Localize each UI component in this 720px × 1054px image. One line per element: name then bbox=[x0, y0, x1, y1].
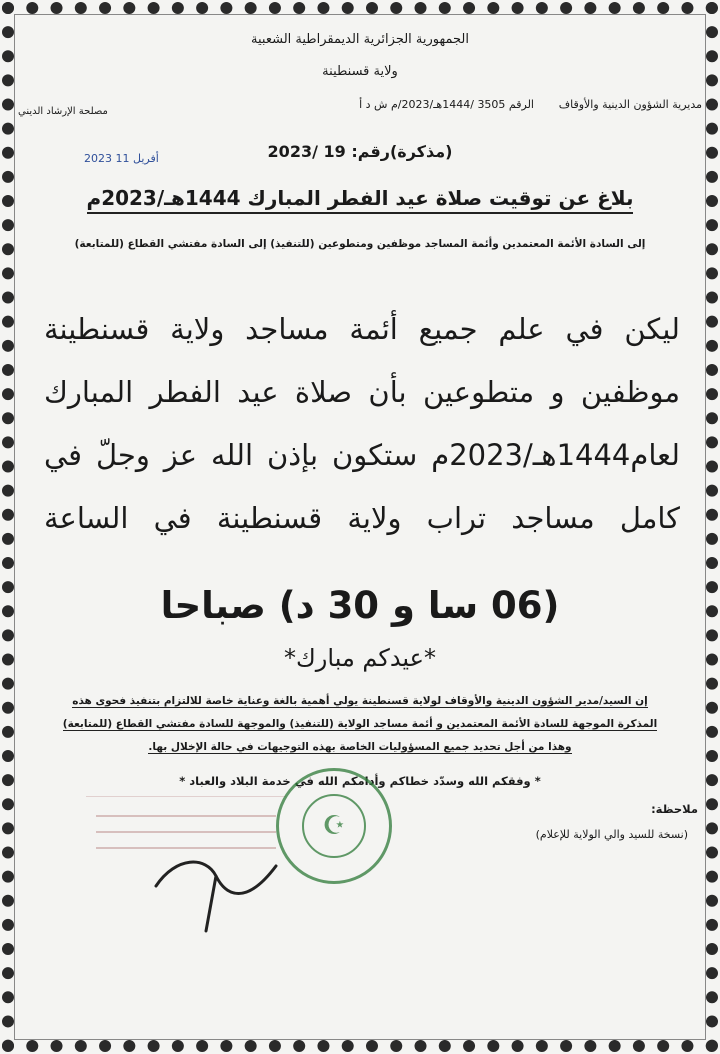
eid-greeting: *عيدكم مبارك* bbox=[284, 644, 436, 672]
document-content bbox=[18, 26, 702, 1028]
addressees: إلى السادة الأئمة المعتمدين وأئمة المساجد موظفين ومتطوعين (للتنفيذ) إلى السادة مفتشي القطاع (للمتابعة) bbox=[74, 238, 646, 250]
signature bbox=[146, 846, 286, 936]
note-copy: (نسخة للسيد والي الولاية للإعلام) bbox=[535, 828, 688, 841]
memo-number: (مذكرة)رقم: 19 /2023 bbox=[267, 142, 453, 161]
note-label: ملاحظة: bbox=[651, 802, 698, 816]
stamp-line bbox=[96, 831, 276, 833]
instructions bbox=[26, 690, 694, 759]
wilaya-header: ولاية قسنطينة bbox=[322, 64, 398, 79]
date-stamp: 2023 أفريل 11 bbox=[84, 152, 159, 165]
official-seal bbox=[276, 768, 392, 884]
seal-crescent-icon: ☪ bbox=[302, 794, 366, 858]
republic-header: الجمهورية الجزائرية الديمقراطية الشعبية bbox=[251, 32, 469, 47]
memo-headline bbox=[26, 186, 694, 210]
stamp-line bbox=[96, 815, 276, 817]
instruction-line: وهذا من أجل تحديد جميع المسؤوليات الخاصة بهذه التوجيهات في حالة الإخلال بها. bbox=[148, 741, 572, 753]
body-text: ليكن في علم جميع أئمة مساجد ولاية قسنطينة موظفين و متطوعين بأن صلاة عيد الفطر المبارك لعام1444هـ/2023م ستكون بإذن الله عز وجلّ في كامل مساجد تراب ولاية قسنطينة في الساعة bbox=[44, 312, 680, 535]
instruction-line: إن السيد/مدير الشؤون الدينية والأوقاف لولاية قسنطينة يولي أهمية بالغة وعناية خاصة للالتزام بتنفيذ فحوى هذه bbox=[72, 695, 648, 707]
prayer-time: (06 سا و 30 د) صباحا bbox=[160, 584, 560, 627]
headline-text: بلاغ عن توقيت صلاة عيد الفطر المبارك 1444هـ/2023م bbox=[87, 186, 634, 214]
reference-number: الرقم 3505 /1444هـ/2023/م ش د أ bbox=[359, 98, 534, 111]
directorate-label: مديرية الشؤون الدينية والأوقاف bbox=[558, 98, 702, 111]
department-label: مصلحة الإرشاد الديني bbox=[18, 106, 108, 117]
instruction-line: المذكرة الموجهة للسادة الأئمة المعتمدين و أئمة مساجد الولاية (للتنفيذ) والموجهة للسادة مفتشي القطاع (للمتابعة) bbox=[62, 718, 658, 730]
closing-blessing: * وفقكم الله وسدّد خطاكم وأدامكم الله في خدمة البلاد والعباد * bbox=[179, 774, 541, 788]
